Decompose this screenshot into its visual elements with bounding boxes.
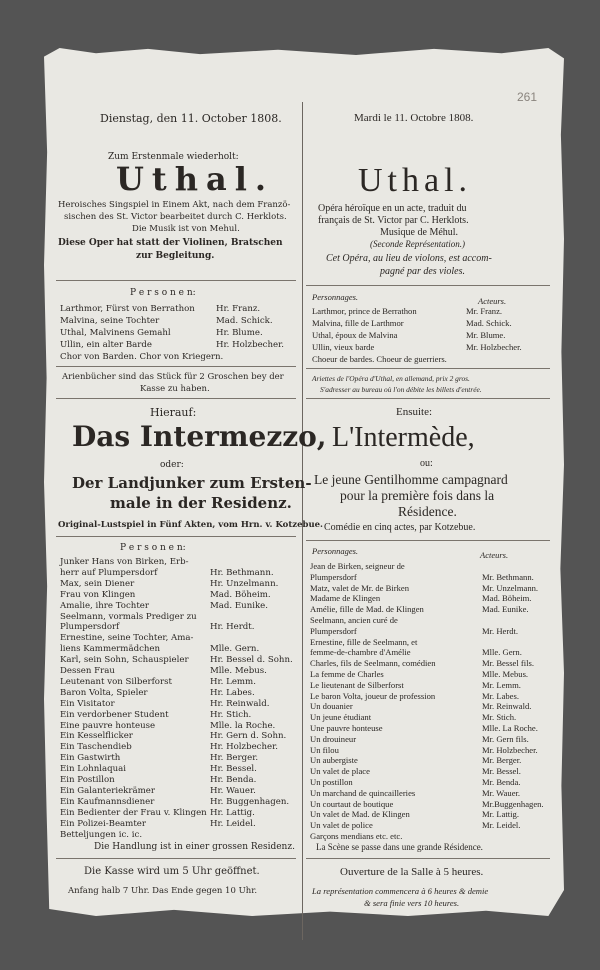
cast-row (310, 593, 554, 604)
cast-row (310, 669, 554, 680)
cast-role: Seelmann, vormals Prediger zu (60, 611, 197, 622)
left-title: Uthal. (116, 160, 274, 198)
cast-row (60, 830, 304, 841)
cast-role: Un drouineur (310, 733, 357, 744)
left-personen-heading-2: P e r s o n e n: (120, 543, 186, 553)
cast-row (310, 712, 554, 723)
cast-row (60, 721, 304, 732)
cast-role: Ein verdorbener Student (60, 709, 169, 720)
cast-actor: Hr. Benda. (210, 775, 257, 785)
cast-row (60, 601, 304, 612)
right-desc-4: (Seconde Représentation.) (370, 239, 465, 249)
cast-actor: Hr. Bessel d. Sohn. (210, 655, 293, 666)
cast-row (310, 723, 554, 734)
cast-row (310, 820, 554, 831)
cast-row (310, 701, 554, 712)
left-hierauf: Hierauf: (150, 406, 197, 419)
cast-row (60, 742, 304, 753)
cast-row: Uthal, époux de Malvina Mr. Blume. (312, 330, 506, 340)
cast-role: Un valet de place (310, 766, 370, 777)
cast-role: Un jeune étudiant (310, 712, 372, 723)
cast-row (310, 604, 554, 615)
left-repeat-note: Zum Erstenmale wiederholt: (108, 152, 239, 162)
right-rule-4 (306, 540, 550, 541)
right-subtitle-1: Le jeune Gentilhomme campagnard (314, 472, 508, 487)
right-acteurs-heading: Acteurs. (478, 296, 507, 306)
archive-number: 261 (517, 90, 538, 104)
cast-role: herr auf Plumpersdorf (60, 567, 158, 578)
cast-actor: Hr. Gern d. Sohn. (210, 731, 287, 742)
cast-role: femme-de-chambre d'Amélie (310, 647, 411, 658)
cast-row (60, 579, 304, 590)
right-personnages-heading: Personnages. (312, 292, 359, 302)
left-author: Original-Lustspiel in Fünf Akten, vom Hrn. v. Kotzebue. (58, 520, 323, 530)
cast-role: Jean de Birken, seigneur de (310, 561, 405, 571)
left-arien-2: Kasse zu haben. (140, 384, 210, 394)
cast-row: Chor von Barden. Chor von Kriegern. (60, 352, 224, 362)
cast-actor: Hr. Lattig. (210, 807, 255, 818)
cast-actor: Mr. Reinwald. (482, 701, 532, 712)
cast-actor: Mr. Leidel. (482, 820, 521, 831)
cast-row: Uthal, Malvinens Gemahl Hr. Blume. (60, 328, 263, 338)
cast-row (60, 590, 304, 601)
cast-role: Max, sein Diener (60, 578, 135, 589)
cast-actor: Mad. Böheim. (210, 589, 271, 600)
right-ensuite: Ensuite: (396, 406, 433, 418)
cast-role: Ein Kesselflicker (60, 731, 133, 742)
cast-actor: Hr. Berger. (210, 753, 259, 764)
right-desc-3: Musique de Méhul. (380, 227, 459, 238)
right-scene: La Scène se passe dans une grande Résidence. (316, 842, 483, 852)
cast-role: Un douanier (310, 701, 353, 712)
right-desc-2: français de St. Victor par C. Herklots. (318, 215, 469, 226)
cast-row (310, 637, 554, 648)
cast-row (310, 745, 554, 756)
cast-row (60, 568, 304, 579)
cast-row (60, 699, 304, 710)
cast-role: Ein Polizei-Beamter (60, 818, 146, 829)
right-rep-2: & sera finie vers 10 heures. (364, 898, 460, 908)
right-rule-3 (306, 398, 550, 399)
left-desc-3: Die Musik ist von Mehul. (132, 224, 240, 234)
cast-role: Un aubergiste (310, 755, 358, 766)
cast-role: Ein Visitator (60, 698, 115, 709)
cast-actor: Mad. Eunike. (482, 604, 529, 615)
left-arien-1: Arienbücher sind das Stück für 2 Groschen bey der (62, 372, 284, 382)
cast-row (60, 731, 304, 742)
cast-role: Une pauvre honteuse (310, 723, 383, 733)
cast-row: Ullin, ein alter Barde Hr. Holzbecher. (60, 340, 284, 350)
cast-row: Malvina, fille de Larthmor Mad. Schick. (312, 318, 512, 328)
cast-actor: Mr. Stich. (482, 712, 517, 723)
cast-role: Ein Bedienter der Frau v. Klingen (60, 807, 207, 818)
cast-row (60, 753, 304, 764)
cast-row (60, 557, 304, 568)
cast-row: Larthmor, prince de Berrathon Mr. Franz. (312, 306, 503, 316)
cast-row (310, 788, 554, 799)
cast-row (310, 809, 554, 820)
left-desc-2: sischen des St. Victor bearbeitet durch C. Herklots. (64, 212, 287, 222)
right-ouverture: Ouverture de la Salle à 5 heures. (340, 866, 484, 878)
cast-actor: Hr. Unzelmann. (210, 578, 279, 589)
right-subtitle-3: Résidence. (398, 504, 457, 519)
cast-row (310, 766, 554, 777)
cast-row (60, 622, 304, 633)
right-rep-1: La représentation commencera à 6 heures & demie (312, 886, 489, 896)
cast-row (310, 583, 554, 594)
cast-row: Ullin, vieux barde Mr. Holzbecher. (312, 342, 522, 352)
cast-role: Leutenant von Silberforst (60, 676, 172, 687)
cast-role: Ein Postillon (60, 775, 115, 785)
cast-actor: Hr. Wauer. (210, 785, 256, 796)
cast-actor: Hr. Bethmann. (210, 567, 274, 578)
cast-role: Ein Gastwirth (60, 753, 121, 764)
right-note-2: pagné par des violes. (380, 266, 465, 277)
cast-role: Un valet de Mad. de Klingen (310, 809, 410, 820)
right-subtitle-2: pour la première fois dans la (340, 488, 495, 503)
cast-row (310, 691, 554, 702)
cast-row (310, 647, 554, 658)
cast-role: Un filou (310, 744, 339, 755)
cast-actor: Hr. Herdt. (210, 622, 255, 633)
left-rule-2 (56, 366, 296, 367)
cast-actor: Mad. Böheim. (482, 593, 532, 604)
right-date: Mardi le 11. Octobre 1808. (354, 112, 474, 124)
cast-role: Ernestine, fille de Seelmann, et (310, 636, 418, 647)
right-title: Uthal. (358, 162, 473, 199)
cast-actor: Mad. Eunike. (210, 600, 269, 611)
cast-actor: Mr. Bessel fils. (482, 658, 535, 669)
cast-role: Amélie, fille de Mad. de Klingen (310, 604, 424, 615)
cast-actor: Mr. Labes. (482, 690, 519, 701)
right-acteurs-heading-2: Acteurs. (480, 550, 509, 560)
left-date: Dienstag, den 11. October 1808. (100, 112, 282, 125)
cast-role: Plumpersdorf (60, 622, 120, 633)
cast-actor: Mlle. la Roche. (210, 720, 276, 731)
cast-actor: Mr. Holzbecher. (482, 744, 538, 755)
right-note-1: Cet Opéra, au lieu de violons, est accom- (326, 253, 492, 264)
cast-actor: Mr. Lattig. (482, 809, 519, 820)
cast-row (310, 777, 554, 788)
left-note-1: Diese Oper hat statt der Violinen, Bratschen (58, 238, 283, 248)
cast-role: Matz, valet de Mr. de Birken (310, 582, 410, 593)
cast-row (60, 644, 304, 655)
cast-role: La femme de Charles (310, 669, 384, 679)
right-ou: ou: (420, 458, 433, 469)
cast-role: liens Kammermädchen (60, 644, 161, 655)
cast-actor: Mr. Bethmann. (482, 571, 534, 582)
cast-row (60, 655, 304, 666)
cast-row: Choeur de bardes. Choeur de guerriers. (312, 354, 447, 364)
cast-actor: Mlle. Mebus. (482, 669, 529, 679)
cast-row (60, 808, 304, 819)
cast-role: Le lieutenant de Silberforst (310, 679, 404, 690)
cast-role: Ein Taschendieb (60, 742, 132, 753)
cast-row: Larthmor, Fürst von Berrathon Hr. Franz. (60, 304, 261, 314)
right-rule-1 (306, 285, 550, 286)
cast-actor: Mlle. Mebus. (210, 666, 267, 676)
right-title-2: L'Intermède, (332, 422, 475, 453)
cast-role: Junker Hans von Birken, Erb- (60, 557, 189, 567)
left-rule-4 (56, 536, 296, 537)
cast-actor: Mr. Unzelmann. (482, 582, 539, 593)
cast-row (60, 666, 304, 677)
cast-actor: Hr. Lemm. (210, 676, 256, 687)
cast-actor: Hr. Buggenhagen. (210, 796, 290, 807)
cast-role: Ein Galanteriekrämer (60, 785, 155, 796)
left-oder: oder: (160, 460, 184, 470)
cast-row (310, 561, 554, 572)
cast-role: Amalie, ihre Tochter (60, 600, 149, 611)
right-ariettes-1: Ariettes de l'Opéra d'Uthal, en allemand, prix 2 gros. (312, 374, 470, 383)
cast-role: Un marchand de quincailleries (310, 787, 416, 798)
cast-actor: Hr. Leidel. (210, 818, 256, 829)
cast-actor: Mr. Benda. (482, 777, 521, 787)
cast-role: Madame de Klingen (310, 593, 381, 604)
cast-role: Karl, sein Sohn, Schauspieler (60, 655, 189, 666)
cast-row (310, 755, 554, 766)
cast-row (310, 680, 554, 691)
left-note-2: zur Begleitung. (136, 251, 215, 261)
cast-row (60, 688, 304, 699)
cast-row (310, 658, 554, 669)
cast-row (310, 799, 554, 810)
left-rule-3 (56, 398, 296, 399)
cast-row (60, 677, 304, 688)
right-personnages-heading-2: Personnages. (312, 546, 359, 556)
left-subtitle-1: Der Landjunker zum Ersten- (72, 474, 312, 492)
cast-role: Ein Kaufmannsdiener (60, 796, 155, 807)
cast-actor: Hr. Holzbecher. (210, 742, 278, 753)
cast-role: Un postillon (310, 777, 353, 787)
cast-role: Plumpersdorf (310, 625, 357, 636)
left-desc-1: Heroisches Singspiel in Einem Akt, nach dem Franzö- (58, 200, 291, 210)
cast-row (60, 612, 304, 623)
cast-role: Betteljungen ic. ic. (60, 829, 143, 840)
cast-role: Dessen Frau (60, 666, 115, 676)
left-title-2: Das Intermezzo, (72, 420, 327, 453)
cast-role: Le baron Volta, joueur de profession (310, 690, 436, 701)
right-ariettes-2: S'adresser au bureau où l'on débite les billets d'entrée. (320, 385, 482, 394)
cast-row (310, 626, 554, 637)
left-kasse: Die Kasse wird um 5 Uhr geöffnet. (84, 866, 260, 877)
right-author: Comédie en cinq actes, par Kotzebue. (324, 522, 476, 533)
cast-role: Ernestine, seine Tochter, Ama- (60, 633, 194, 644)
cast-actor: Mr. Wauer. (482, 787, 521, 798)
cast-actor: Mr. Berger. (482, 755, 522, 766)
cast-row (60, 819, 304, 830)
cast-role: Baron Volta, Spieler (60, 687, 148, 698)
right-rule-5 (306, 858, 550, 859)
cast-actor: Mr. Herdt. (482, 625, 519, 636)
cast-role: Garçons mendians etc. etc. (310, 831, 403, 841)
cast-row (60, 797, 304, 808)
cast-role: Un courtaut de boutique (310, 798, 394, 809)
left-rule-1 (56, 280, 296, 281)
cast-role: Un valet de police (310, 820, 373, 831)
left-rule-5 (56, 858, 296, 859)
cast-actor: Hr. Bessel. (210, 764, 257, 775)
cast-actor: Mlle. Gern. (210, 644, 260, 655)
right-desc-1: Opéra héroïque en un acte, traduit du (318, 203, 467, 214)
cast-actor: Mr. Lemm. (482, 679, 521, 690)
cast-role: Frau von Klingen (60, 589, 136, 600)
cast-actor: Hr. Labes. (210, 687, 255, 698)
cast-row (310, 615, 554, 626)
cast-role: Seelmann, ancien curé de (310, 615, 398, 625)
cast-role: Eine pauvre honteuse (60, 720, 156, 731)
cast-actor: Hr. Reinwald. (210, 698, 270, 709)
cast-actor: Mlle. La Roche. (482, 723, 538, 733)
cast-role: Plumpersdorf (310, 571, 357, 582)
cast-actor: Mr.Buggenhagen. (482, 798, 544, 809)
cast-role: Ein Lohnlaquai (60, 764, 127, 775)
right-rule-2 (306, 368, 550, 369)
cast-actor: Mlle. Gern. (482, 647, 522, 658)
cast-role: Charles, fils de Seelmann, comédien (310, 658, 436, 669)
left-anfang: Anfang halb 7 Uhr. Das Ende gegen 10 Uhr. (68, 886, 258, 896)
left-personen-heading: P e r s o n e n: (130, 288, 196, 298)
cast-actor: Mr. Gern fils. (482, 733, 529, 744)
left-scene: Die Handlung ist in einer grossen Residenz. (94, 842, 295, 852)
cast-row (310, 572, 554, 583)
cast-actor: Mr. Bessel. (482, 766, 521, 777)
cast-row: Malvina, seine Tochter Mad. Schick. (60, 316, 273, 326)
cast-row (60, 633, 304, 644)
cast-row (310, 831, 554, 842)
cast-row (60, 764, 304, 775)
cast-row (310, 734, 554, 745)
cast-row (60, 775, 304, 786)
cast-row (60, 710, 304, 721)
cast-row (60, 786, 304, 797)
cast-actor: Hr. Stich. (210, 709, 252, 720)
left-subtitle-2: male in der Residenz. (110, 494, 292, 512)
